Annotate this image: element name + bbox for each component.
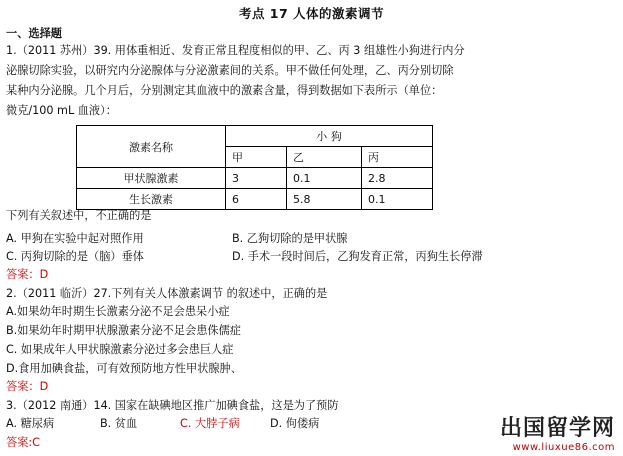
q3-option-c: C. 大脖子病 (180, 417, 240, 430)
table-col-header: 乙 (287, 147, 362, 168)
q2-option-c: C. 如果成年人甲状腺激素分泌过多会患巨人症 (6, 343, 234, 356)
table-row-name: 甲状腺激素 (77, 168, 226, 189)
q1-answer: 答案：D (6, 268, 49, 281)
table-cell: 0.1 (362, 189, 433, 210)
table-col-header: 甲 (226, 147, 287, 168)
q3-answer: 答案:C (6, 436, 40, 449)
q1-line-2: 泌腺切除实验，以研究内分泌腺体与分泌激素间的关系。甲不做任何处理，乙、丙分别切除 (6, 64, 454, 77)
q3-option-a: A. 糖尿病 (6, 417, 55, 430)
table-header-name: 激素名称 (77, 126, 226, 168)
q1-option-b: B. 乙狗切除的是甲状腺 (232, 232, 348, 245)
table-row (77, 168, 433, 189)
q1-line-1: 1.（2011 苏州）39. 用体重相近、发育正常且程度相似的甲、乙、丙 3 组雄性小狗进行内分 (6, 44, 465, 57)
q3-stem: 3.（2012 南通）14. 国家在缺碘地区推广加碘食盐，这是为了预防 (6, 399, 339, 412)
q2-answer: 答案：D (6, 380, 49, 393)
q1-option-a: A. 甲狗在实验中起对照作用 (6, 232, 144, 245)
q1-line-3: 某种内分泌腺。几个月后，分别测定其血液中的激素含量，得到数据如下表所示（单位： (6, 84, 443, 97)
q3-option-b: B. 贫血 (100, 417, 138, 430)
table-col-header: 丙 (362, 147, 433, 168)
q2-option-a: A.如果幼年时期生长激素分泌不足会患呆小症 (6, 305, 230, 318)
q2-option-d: D.食用加碘食盐，可有效预防地方性甲状腺肿、 (6, 362, 242, 375)
watermark-text: 出国留学网 (499, 416, 615, 441)
q1-prompt: 下列有关叙述中，不正确的是 (6, 209, 152, 222)
table-row-name: 生长激素 (77, 189, 226, 210)
q1-line-4: 微克/100 mL 血液）： (6, 104, 117, 117)
site-watermark (500, 416, 615, 453)
q2-option-b: B.如果幼年时期甲状腺激素分泌不足会患侏儒症 (6, 324, 241, 337)
page-title: 考点 17 人体的激素调节 (238, 6, 385, 21)
table-header-row (77, 126, 433, 147)
q3-option-d: D. 佝偻病 (270, 417, 320, 430)
table-cell: 3 (226, 168, 287, 189)
table-cell: 6 (226, 189, 287, 210)
table-row (77, 189, 433, 210)
table-cell: 0.1 (287, 168, 362, 189)
table-cell: 2.8 (362, 168, 433, 189)
hormone-table (76, 125, 433, 210)
section-heading: 一、选择题 (6, 27, 62, 40)
watermark-url: www.liuxue86.com (512, 442, 615, 453)
q1-option-d: D. 手术一段时间后，乙狗发育正常，丙狗生长停滞 (232, 250, 483, 263)
q2-stem: 2.（2011 临沂）27.下列有关人体激素调节 的叙述中，正确的是 (6, 287, 328, 300)
q1-option-c: C. 丙狗切除的是（脑）垂体 (6, 250, 144, 263)
table-cell: 5.8 (287, 189, 362, 210)
table-header-group: 小 狗 (226, 126, 433, 147)
